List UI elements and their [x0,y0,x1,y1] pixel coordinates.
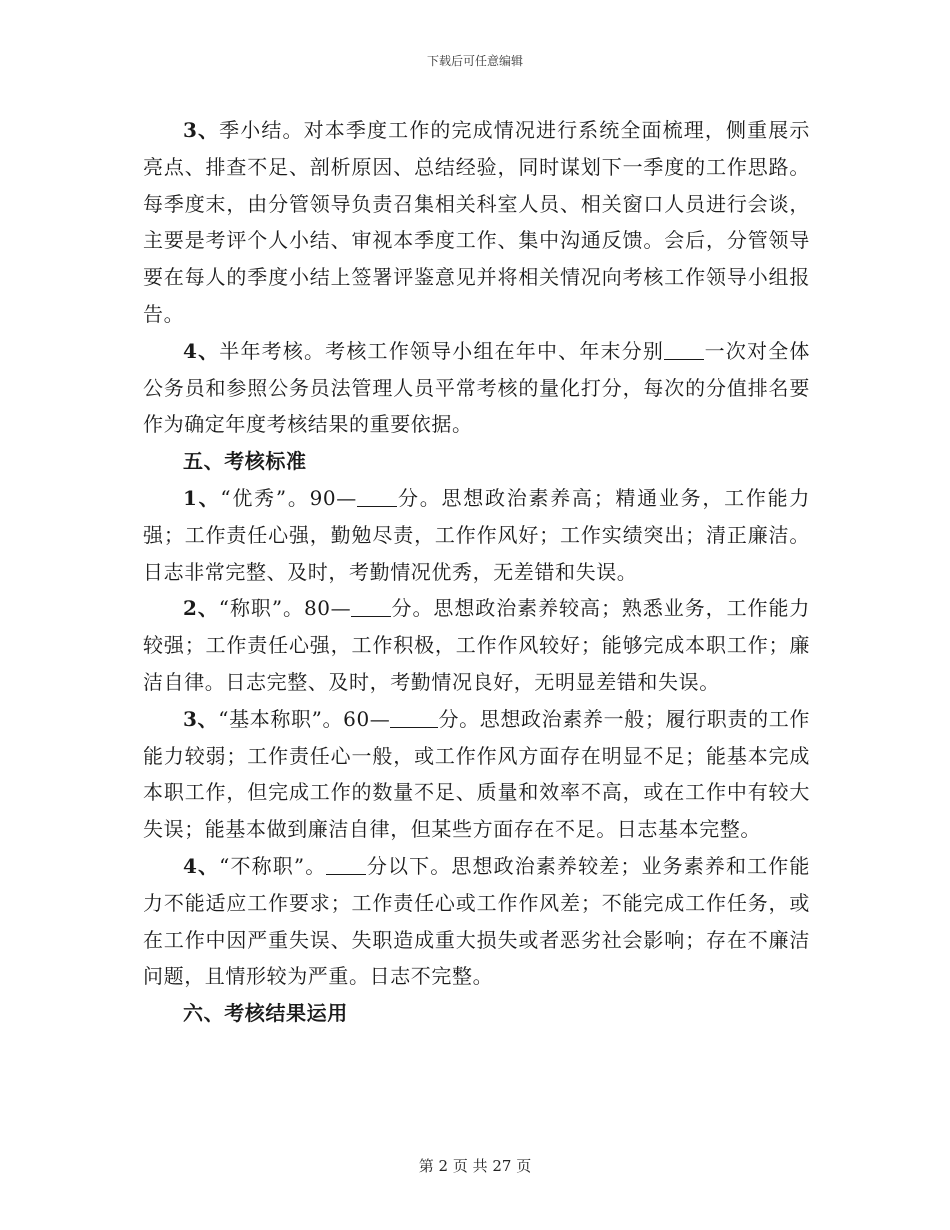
paragraph-text: 半年考核。考核工作领导小组在年中、年末分别 [219,338,665,363]
item-number: 3、 [183,118,220,142]
paragraph-quarter-summary [143,112,810,333]
page-number: 第 2 页 共 27 页 [418,1157,532,1175]
paragraph-text: 分。思想政治素养较高；熟悉业务，工作能力较强；工作责任心强，工作积极，工作作风较好；能够完成本职工作；廉洁自律。日志完整、及时，考勤情况良好，无明显差错和失误。 [143,596,810,694]
paragraph-text: “基本称职”。60— [218,706,391,731]
paragraph-text: 分。思想政治素养一般；履行职责的工作能力较弱；工作责任心一般，或工作作风方面存在明显不足；能基本完成本职工作，但完成工作的数量不足、质量和效率不高，或在工作中有较大失误；能基本做到廉洁自律，但某些方面存在不足。日志基本完整。 [143,706,810,842]
fill-in-blank [326,852,366,875]
paragraph-text: “优秀”。90— [220,485,357,510]
item-number: 1、 [183,485,221,510]
fill-in-blank [351,594,391,617]
paragraph-text: 季小结。对本季度工作的完成情况进行系统全面梳理，侧重展示亮点、排查不足、剖析原因、总结经验，同时谋划下一季度的工作思路。每季度末，由分管领导负责召集相关科室人员、相关窗口人员进行会谈，主要是考评个人小结、审视本季度工作、集中沟通反馈。会后，分管领导要在每人的季度小结上签署评鉴意见并将相关情况向考核工作领导小组报告。 [143,118,810,326]
section-heading-results: 六、考核结果运用 [183,1001,348,1026]
document-body [143,112,810,1032]
fill-in-blank [390,705,438,728]
paragraph-incompetent [143,848,810,995]
item-number: 4、 [183,338,220,363]
paragraph-text: 分以下。思想政治素养较差；业务素养和工作能力不能适应工作要求；工作责任心或工作作风差；不能完成工作任务，或在工作中因严重失误、失职造成重大损失或者恶劣社会影响；存在不廉洁问题，且情形较为严重。日志不完整。 [143,853,810,989]
paragraph-competent [143,590,810,700]
fill-in-blank [664,337,704,360]
paragraph-excellent [143,480,810,590]
paragraph-text: 一次对全体公务员和参照公务员法管理人员平常考核的量化打分，每次的分值排名要作为确定年度考核结果的重要依据。 [143,338,810,437]
paragraph-text: 分。思想政治素养高；精通业务，工作能力强；工作责任心强，勤勉尽责，工作作风好；工作实绩突出；清正廉洁。日志非常完整、及时，考勤情况优秀，无差错和失误。 [143,485,810,584]
paragraph-half-year-review [143,333,810,443]
section-heading-standards: 五、考核标准 [183,449,307,474]
item-number: 3、 [183,706,219,731]
paragraph-basically-competent [143,701,810,848]
item-number: 4、 [183,853,220,878]
fill-in-blank [357,484,397,507]
paragraph-text: “不称职”。 [219,853,327,878]
item-number: 2、 [183,596,219,621]
page-header: 下载后可任意编辑 [426,54,523,68]
paragraph-text: “称职”。80— [218,596,352,621]
